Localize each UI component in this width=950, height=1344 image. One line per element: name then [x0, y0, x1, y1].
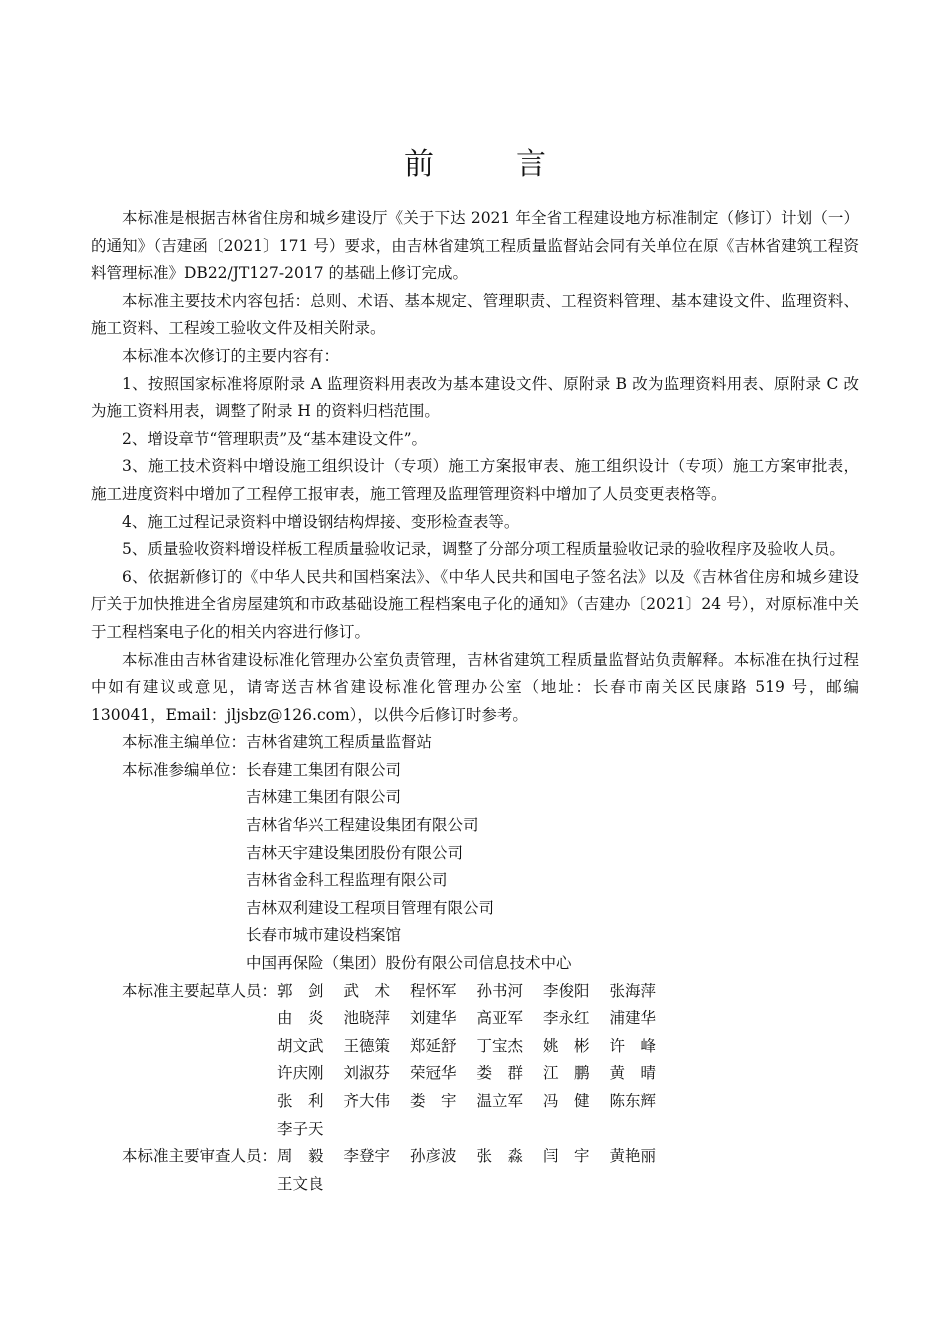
reviewers-grid [277, 1143, 676, 1198]
participating-unit: 吉林建工集团有限公司 [246, 788, 402, 807]
drafter-name: 许庆刚 [277, 1064, 324, 1083]
drafter-name: 张海萍 [609, 981, 657, 1000]
paragraph-revision-2: 2、增设章节“管理职责”及“基本建设文件”。 [122, 429, 428, 448]
participating-unit: 吉林双利建设工程项目管理有限公司 [246, 898, 495, 917]
page-title: 前 言 [404, 147, 572, 182]
drafter-name: 姚 彬 [543, 1036, 590, 1055]
participating-unit: 长春建工集团有限公司 [246, 760, 402, 779]
reviewer-name: 李登宇 [343, 1147, 391, 1166]
drafter-name: 程怀军 [410, 981, 457, 1000]
drafter-name: 高亚军 [476, 1009, 524, 1028]
drafter-name: 娄 群 [476, 1064, 524, 1083]
paragraph-revision-intro: 本标准本次修订的主要内容有： [122, 346, 340, 365]
drafter-name: 浦建华 [609, 1009, 657, 1028]
paragraph-basis: 本标准是根据吉林省住房和城乡建设厅《关于下达 2021 年全省工程建设地方标准制定（修订）计划（一）的通知》（吉建函〔2021〕171 号）要求，由吉林省建筑工程质量监督站会同有关单位在原《吉林省建筑工程资料管理标准》DB22/JT127-2017 的基础上修订完成。 [91, 209, 859, 283]
drafters-grid [277, 978, 676, 1144]
paragraph-revision-3: 3、施工技术资料中增设施工组织设计（专项）施工方案报审表、施工组织设计（专项）施工方案审批表，施工进度资料中增加了工程停工报审表，施工管理及监理管理资料中增加了人员变更表格等。 [91, 457, 859, 503]
paragraph-technical-content: 本标准主要技术内容包括：总则、术语、基本规定、管理职责、工程资料管理、基本建设文件、监理资料、施工资料、工程竣工验收文件及相关附录。 [91, 291, 859, 338]
drafter-name: 温立军 [476, 1092, 524, 1110]
drafter-name: 娄 宇 [410, 1092, 457, 1110]
reviewer-name: 张 淼 [476, 1147, 524, 1166]
drafter-name: 池晓萍 [343, 1009, 391, 1028]
chief-unit-value: 吉林省建筑工程质量监督站 [246, 733, 433, 752]
participating-unit: 长春市城市建设档案馆 [246, 926, 402, 945]
chief-unit-label: 本标准主编单位： [122, 733, 247, 752]
drafter-name: 冯 健 [543, 1092, 590, 1110]
participating-unit: 吉林天宇建设集团股份有限公司 [246, 843, 464, 862]
drafter-name: 李永红 [543, 1009, 590, 1028]
reviewers-row [91, 1143, 859, 1198]
participating-unit: 吉林省金科工程监理有限公司 [246, 871, 448, 890]
drafter-name: 张 利 [277, 1092, 324, 1110]
reviewer-name: 周 毅 [277, 1147, 324, 1166]
drafter-name: 胡文武 [277, 1036, 324, 1055]
paragraph-revision-1: 1、按照国家标准将原附录 A 监理资料用表改为基本建设文件、原附录 B 改为监理资料用表、原附录 C 改为施工资料用表，调整了附录 H 的资料归档范围。 [91, 374, 859, 421]
chief-unit-row [91, 729, 859, 757]
drafter-name: 丁宝杰 [476, 1036, 524, 1055]
paragraph-revision-4: 4、施工过程记录资料中增设钢结构焊接、变形检查表等。 [122, 512, 520, 531]
reviewers-label: 本标准主要审查人员： [122, 1147, 278, 1166]
drafter-name: 荣冠华 [410, 1064, 457, 1083]
participating-unit: 吉林省华兴工程建设集团有限公司 [246, 816, 479, 835]
reviewer-name: 王文良 [277, 1174, 324, 1193]
drafter-name: 江 鹏 [543, 1064, 590, 1083]
drafter-name: 刘建华 [410, 1009, 457, 1028]
participating-unit: 中国再保险（集团）股份有限公司信息技术中心 [246, 954, 572, 973]
preface-content [91, 205, 859, 1198]
drafter-name: 李子天 [277, 1119, 324, 1138]
paragraph-revision-6: 6、依据新修订的《中华人民共和国档案法》、《中华人民共和国电子签名法》以及《吉林省住房和城乡建设厅关于加快推进全省房屋建筑和市政基础设施工程档案电子化的通知》（吉建办〔2021〕24 号），对原标准中关于工程档案电子化的相关内容进行修订。 [91, 567, 859, 641]
drafter-name: 由 炎 [277, 1009, 324, 1028]
drafter-name: 刘淑芬 [343, 1064, 391, 1083]
participating-units-list [246, 757, 572, 978]
paragraph-management: 本标准由吉林省建设标准化管理办公室负责管理，吉林省建筑工程质量监督站负责解释。本标准在执行过程中如有建议或意见，请寄送吉林省建设标准化管理办公室（地址：长春市南关区民康路 519 号，邮编 130041，Email：jljsbz@126.com），以供今后修订时参考。 [91, 650, 859, 724]
drafter-name: 黄 晴 [609, 1064, 657, 1083]
paragraph-revision-5: 5、质量验收资料增设样板工程质量验收记录，调整了分部分项工程质量验收记录的验收程序及验收人员。 [122, 540, 845, 559]
reviewer-name: 黄艳丽 [609, 1147, 657, 1166]
drafter-name: 王德策 [343, 1036, 391, 1055]
drafter-name: 武 术 [343, 981, 391, 1000]
drafter-name: 许 峰 [609, 1036, 657, 1055]
participating-units-label: 本标准参编单位： [122, 760, 247, 779]
reviewer-name: 孙彦波 [410, 1147, 457, 1166]
drafters-label: 本标准主要起草人员： [122, 981, 278, 1000]
drafters-row [91, 978, 859, 1144]
drafter-name: 齐大伟 [343, 1092, 391, 1110]
participating-units-row [91, 757, 859, 978]
drafter-name: 郭 剑 [277, 981, 324, 1000]
drafter-name: 陈东辉 [609, 1092, 657, 1110]
drafter-name: 孙书河 [476, 981, 524, 1000]
drafter-name: 郑延舒 [410, 1036, 457, 1055]
drafter-name: 李俊阳 [543, 981, 590, 1000]
reviewer-name: 闫 宇 [543, 1147, 590, 1166]
